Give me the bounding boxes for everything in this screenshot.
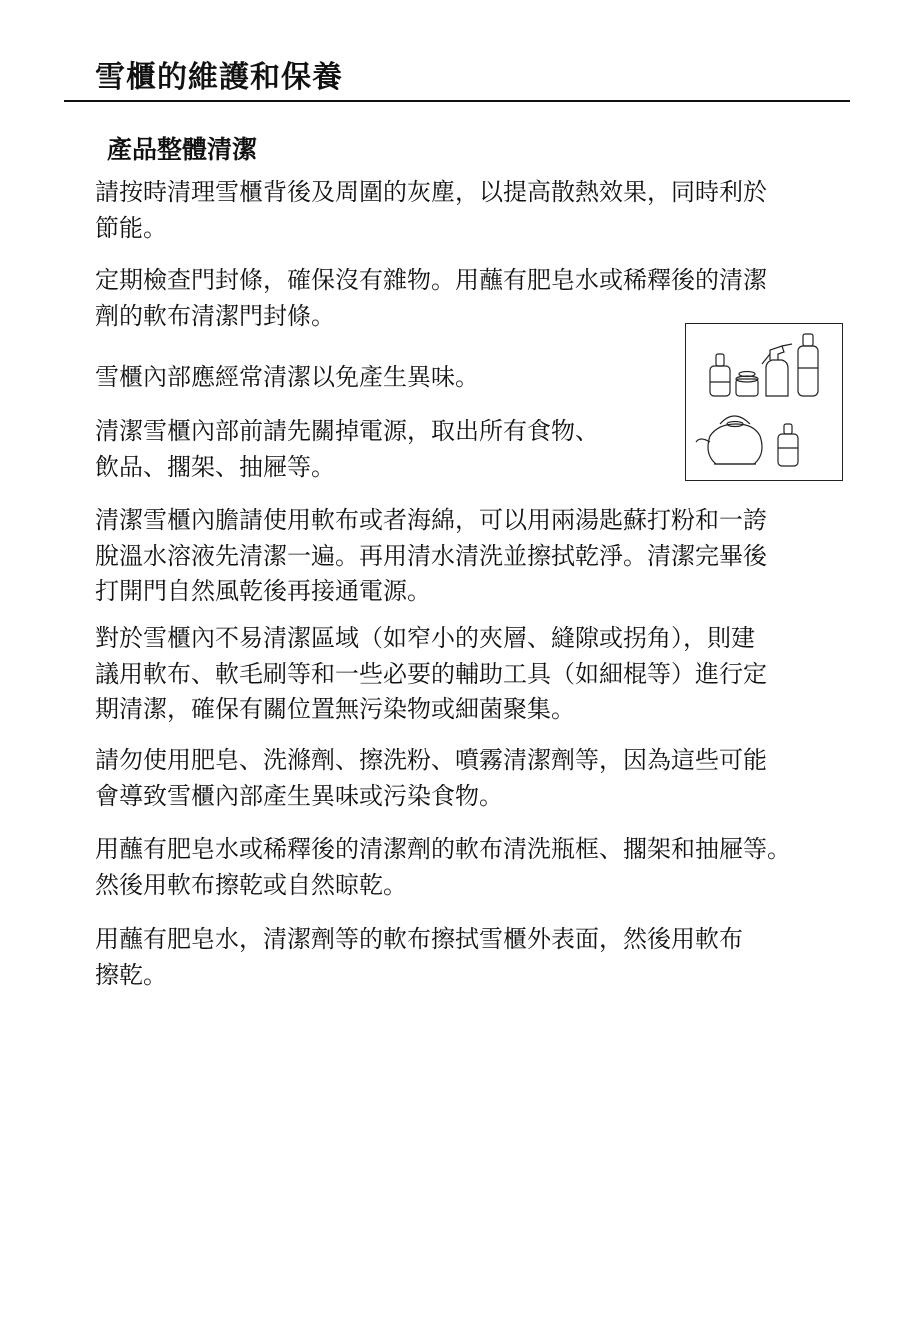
- paragraph-warning-detergents: 請勿使用肥皂、洗滌劑、擦洗粉、噴霧清潔劑等，因為這些可能 會導致雪櫃內部產生異味或污染食物。: [95, 746, 767, 810]
- paragraph-dust-cleaning: 請按時清理雪櫃背後及周圍的灰塵，以提高散熱效果，同時利於 節能。: [95, 178, 767, 242]
- small-bottle-icon: [778, 434, 798, 466]
- cleaning-supplies-illustration: [685, 323, 843, 481]
- spray-bottle-icon: [766, 360, 788, 396]
- paragraph-shelves-drawers: 用蘸有肥皂水或稀釋後的清潔劑的軟布清洗瓶框、擱架和抽屜等。 然後用軟布擦乾或自然晾乾。: [95, 835, 791, 899]
- paragraph-exterior: 用蘸有肥皂水，清潔劑等的軟布擦拭雪櫃外表面，然後用軟布 擦乾。: [95, 925, 743, 989]
- section-heading: 產品整體清潔: [107, 135, 258, 164]
- paragraph-interior-cleaning: 雪櫃內部應經常清潔以免產生異味。: [95, 363, 479, 391]
- kettle-icon: [708, 424, 762, 464]
- detergent-bottle-icon: [798, 346, 818, 396]
- paragraph-hard-to-reach: 對於雪櫃內不易清潔區域（如窄小的夾層、縫隙或拐角），則建 議用軟布、軟毛刷等和一些必要的輔助工具（如細棍等）進行定 期清潔，確保有關位置無污染物或細菌聚集。: [95, 624, 767, 723]
- title-divider: [64, 100, 850, 102]
- page-title: 雪櫃的維護和保養: [95, 60, 343, 95]
- cleaning-supplies-icon: [686, 324, 842, 480]
- bottle-icon: [710, 366, 730, 396]
- paragraph-door-seal: 定期檢查門封條，確保沒有雜物。用蘸有肥皂水或稀釋後的清潔 劑的軟布清潔門封條。: [95, 266, 767, 330]
- paragraph-power-off: 清潔雪櫃內部前請先關掉電源，取出所有食物、 飲品、擱架、抽屜等。: [95, 417, 599, 481]
- paragraph-liner-cleaning: 清潔雪櫃內膽請使用軟布或者海綿，可以用兩湯匙蘇打粉和一誇 脫溫水溶液先清潔一遍。再用清水清洗並擦拭乾淨。清潔完畢後 打開門自然風乾後再接通電源。: [95, 506, 767, 605]
